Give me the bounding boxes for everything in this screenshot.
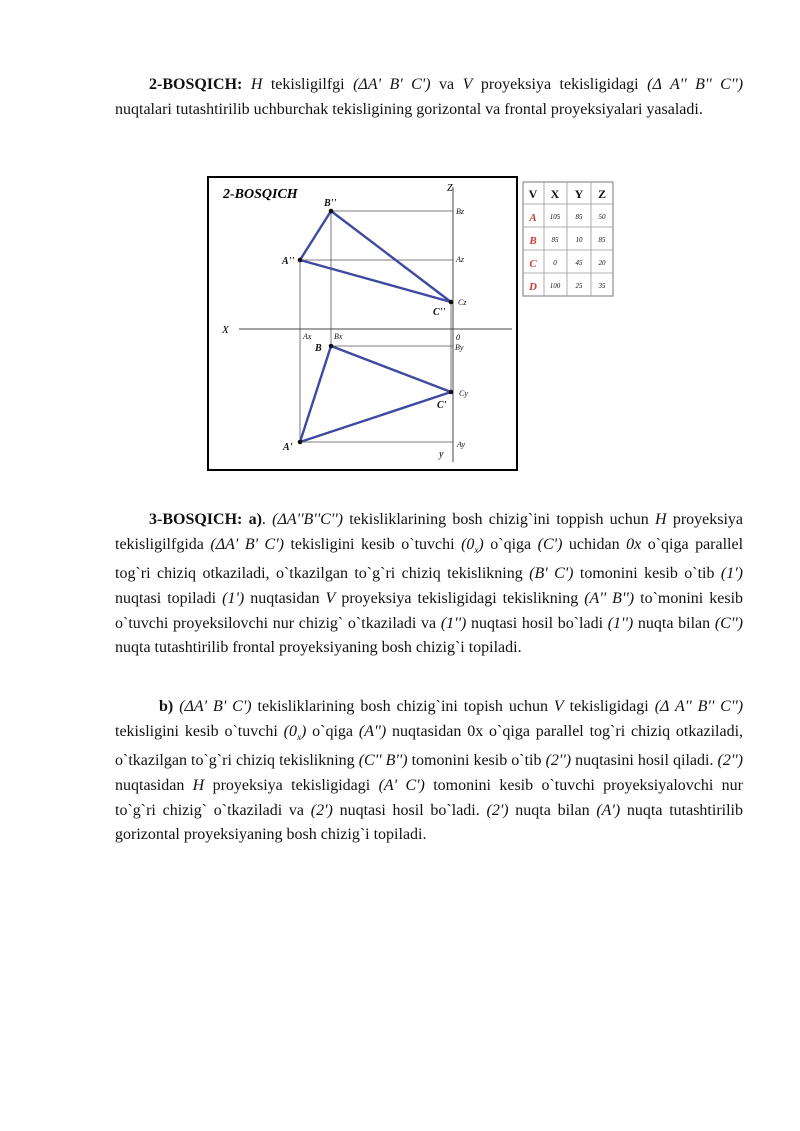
table-header-x: X bbox=[550, 187, 560, 201]
table-header-v: V bbox=[528, 187, 538, 201]
step3a-heading: 3-BOSQICH: a) bbox=[149, 511, 262, 528]
label-By: By bbox=[455, 343, 464, 352]
table-cell: 10 bbox=[575, 236, 583, 244]
label-Cz: Cz bbox=[458, 298, 467, 307]
label-A1: A' bbox=[283, 442, 293, 453]
label-Az: Az bbox=[456, 255, 464, 264]
step2-heading: 2-BOSQICH: bbox=[149, 76, 243, 93]
table-cell: 0 bbox=[553, 259, 557, 267]
drawing-frame bbox=[208, 177, 517, 470]
table-header-y: Y bbox=[574, 187, 584, 201]
projection-drawing bbox=[207, 172, 619, 472]
table-header-z: Z bbox=[597, 187, 607, 201]
table-cell: 100 bbox=[549, 282, 561, 290]
table-row-c-name: C bbox=[529, 258, 537, 270]
label-Ay: Ay bbox=[457, 440, 465, 449]
step3b-heading: b) bbox=[159, 698, 174, 715]
table-row-b-name: B bbox=[529, 235, 537, 247]
x-axis-label: X bbox=[222, 324, 229, 336]
z-axis-label: Z bbox=[447, 183, 453, 194]
y-axis-label: y bbox=[439, 449, 444, 460]
label-Bz: Bz bbox=[456, 207, 464, 216]
label-C2: C'' bbox=[433, 307, 446, 318]
table-cell: 50 bbox=[598, 213, 606, 221]
coordinate-table bbox=[523, 182, 613, 296]
label-A2: A'' bbox=[282, 256, 295, 267]
label-B1: B bbox=[315, 343, 322, 354]
table-cell: 85 bbox=[575, 213, 583, 221]
label-B2: B'' bbox=[324, 198, 337, 209]
horizontal-triangle bbox=[300, 346, 451, 442]
label-Ax: Ax bbox=[303, 332, 312, 341]
step2-paragraph: 2-BOSQICH: H tekisligilfgi (ΔA' B' C') va V proyeksiya tekisligidagi (Δ A'' B'' C'') nuqtalari tutashtirilib uchburchak tekisligining gorizontal va frontal proyeksiyalari yasaladi. bbox=[115, 76, 744, 118]
frontal-triangle bbox=[300, 211, 451, 302]
label-Bx: Bx bbox=[334, 332, 343, 341]
label-Cy: Cy bbox=[459, 389, 468, 398]
table-row-d-name: D bbox=[529, 281, 537, 293]
table-cell: 105 bbox=[549, 213, 561, 221]
step3b-paragraph: b) (ΔA' B' C') tekisliklarining bosh chizig`ini topish uchun V tekisligidagi (Δ A'' B'' C'') tekisligini kesib o`tuvchi $(0_x)$ o`qiga (A'') nuqtasidan 0x o`qiga parallel tog`ri chiziq otkaziladi, o`tkazilgan to`g`ri chiziq tekislikning (C'' B'') tomonini kesib o`tib (2'') nuqtasini hosil qiladi. (2'') nuqtasidan H proyeksiya tekisligidagi (A' C') tomonini kesib o`tuvchi proyeksiyalovchi nur to`g`ri chizig` o`tkaziladi va (2') nuqtasi hosil bo`ladi. (2') nuqta bilan (A') nuqta tutashtirilib gorizontal proyeksiyaning bosh chizig`i topiladi. bbox=[115, 698, 744, 844]
origin-label: 0 bbox=[456, 333, 460, 342]
table-row-a-name: A bbox=[529, 212, 537, 224]
table-cell: 20 bbox=[598, 259, 606, 267]
table-cell: 45 bbox=[575, 259, 583, 267]
figure-title: 2-BOSQICH bbox=[223, 187, 298, 202]
table-cell: 85 bbox=[551, 236, 559, 244]
table-cell: 35 bbox=[598, 282, 606, 290]
table-cell: 85 bbox=[598, 236, 606, 244]
projection-figure bbox=[207, 172, 619, 472]
label-C1: C' bbox=[437, 400, 447, 411]
table-cell: 25 bbox=[575, 282, 583, 290]
step3a-paragraph: 3-BOSQICH: a). (ΔA''B''C'') tekisliklarining bosh chizig`ini toppish uchun H proyeksiya tekisligilfgida (ΔA' B' C') tekisligini kesib o`tuvchi $(0_x)$ o`qiga (C') uchidan 0x o`qiga parallel tog`ri chiziq otkaziladi, o`tkazilgan to`g`ri chiziq tekislikning (B' C') tomonini kesib o`tib (1') nuqtasi topiladi (1') nuqtasidan V proyeksiya tekisligidagi tekislikning (A'' B'') to`monini kesib o`tuvchi proyeksilovchi nur chizig` o`tkaziladi va (1'') nuqtasi hosil bo`ladi (1'') nuqta bilan (C'') nuqta tutashtirilib frontal proyeksiyaning bosh chizig`i topiladi. bbox=[115, 511, 744, 657]
